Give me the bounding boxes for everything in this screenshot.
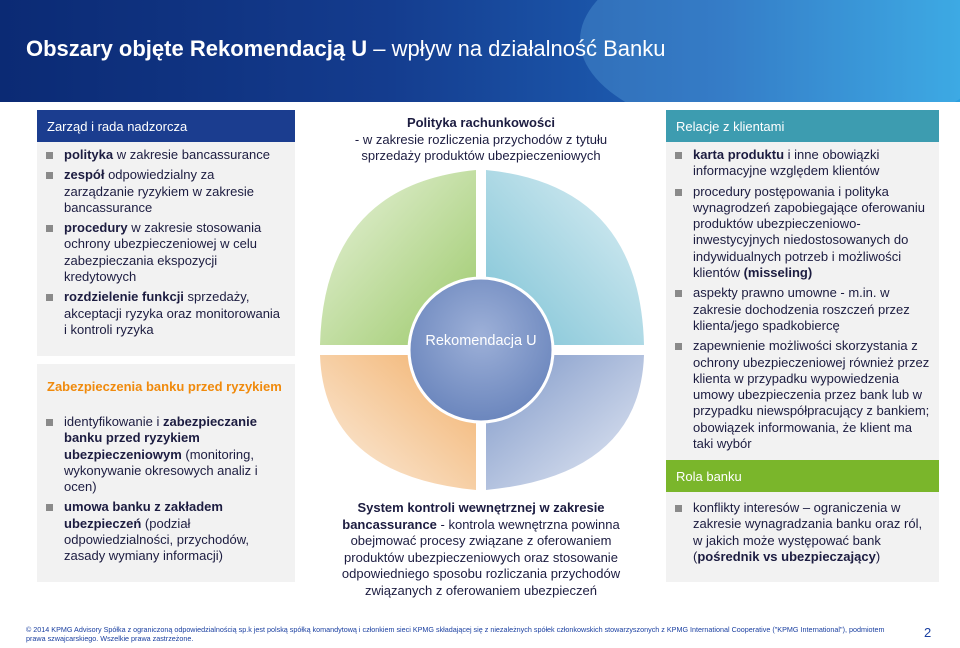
page-number: 2 — [924, 625, 932, 640]
page-title — [26, 36, 666, 62]
left-panel-header-2: Zabezpieczenia banku przed ryzykiem — [47, 378, 282, 394]
list-item: zapewnienie możliwości skorzystania z ochrony ubezpieczeniowej również przez klienta w przypadku wypowiedzenia umowy ubezpieczenia przez bank lub w przypadku niewspółpracujący z bankiem; obowiązek informowania, że klient ma taki wybór — [675, 338, 933, 452]
page-title-rest: – wpływ na działalność Banku — [367, 36, 666, 61]
top-center-text — [330, 115, 632, 165]
list-item: procedury w zakresie stosowania ochrony ubezpieczeniowej w celu zabezpieczania ekspozycji kredytowych — [46, 220, 284, 285]
top-center-title: Polityka rachunkowości — [406, 115, 556, 130]
list-item: zespół odpowiedzialny za zarządzanie ryzykiem w zakresie bancassurance — [46, 167, 284, 216]
left-panel-list-2 — [46, 414, 284, 569]
right-panel-header: Relacje z klientami — [666, 110, 939, 142]
right-panel-list-2 — [675, 500, 933, 569]
center-circle-label: Rekomendacja U — [425, 333, 537, 349]
center-circle — [409, 278, 553, 422]
left-panel-separator — [37, 356, 295, 364]
list-item: umowa banku z zakładem ubezpieczeń (podział odpowiedzialności, przychodów, zasady wymiany informacji) — [46, 499, 284, 564]
footer-text: © 2014 KPMG Advisory Spółka z ograniczoną odpowiedzialnością sp.k jest polską spółką komandytową i członkiem sieci KPMG składającej się z niezależnych spółek członkowskich stowarzyszonych z KPMG International Cooperative ("KPMG International"), podmiotem prawa szwajcarskiego. Wszelkie prawa zastrzeżone. — [26, 625, 885, 643]
list-item: rozdzielenie funkcji sprzedaży, akceptacji ryzyka oraz monitorowania i kontroli ryzyka — [46, 289, 284, 338]
bottom-center-title: System kontroli wewnętrznej w zakresie bancassurance — [342, 500, 605, 532]
right-panel-list — [675, 147, 933, 456]
bottom-center-body: - kontrola wewnętrzna powinna obejmować procesy związane z oferowaniem produktów ubezpieczeniowych oraz stosowanie odpowiedniego sposobu rozliczania przychodów związanych z oferowaniem ubezpieczeń — [341, 516, 621, 598]
title-banner — [0, 0, 960, 102]
list-item: procedury postępowania i polityka wynagrodzeń zapobiegające oferowaniu produktów ubezpieczeniowo-inwestycyjnych niedostosowanych do indywidualnych potrzeb i możliwości klientów (misseling) — [675, 184, 933, 282]
list-item: konflikty interesów – ograniczenia w zakresie wynagradzania banku oraz ról, w jakich może występować bank (pośrednik vs ubezpieczający) — [675, 500, 933, 565]
list-item: polityka w zakresie bancassurance — [46, 147, 284, 163]
top-center-body: - w zakresie rozliczenia przychodów z tytułu sprzedaży produktów ubezpieczeniowych — [354, 131, 608, 163]
page-title-bold: Obszary objęte Rekomendacją U — [26, 36, 368, 61]
list-item: aspekty prawno umowne - m.in. w zakresie dochodzenia roszczeń przez klienta/jego spadkobiercę — [675, 285, 933, 334]
list-item: identyfikowanie i zabezpieczanie banku przed ryzykiem ubezpieczeniowym (monitoring, wykonywanie okresowych analiz i ocen) — [46, 414, 284, 495]
list-item: karta produktu i inne obowiązki informacyjne względem klientów — [675, 147, 933, 180]
left-panel-list — [46, 147, 284, 342]
bottom-center-text — [330, 500, 632, 599]
right-panel-header-2: Rola banku — [666, 460, 939, 492]
left-panel-header: Zarząd i rada nadzorcza — [37, 110, 295, 142]
